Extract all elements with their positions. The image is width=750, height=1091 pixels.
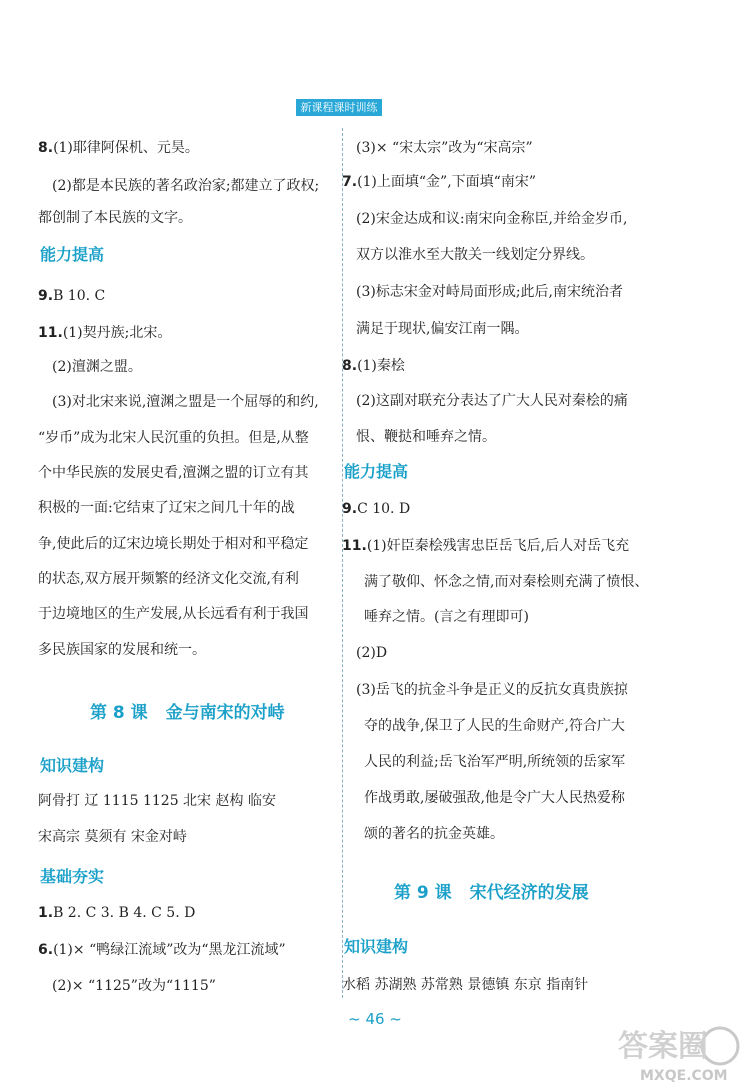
answer-line: [364, 716, 625, 736]
header-tag: 新课程课时训练: [296, 99, 382, 116]
watermark-logo: [612, 1022, 744, 1086]
answer-line: [38, 286, 105, 306]
answer-text: 双方以淮水至大散关一线划定分界线。: [356, 247, 594, 263]
answer-text: 宋高宗 莫须有 宋金对峙: [38, 829, 187, 845]
answer-line: [38, 604, 308, 624]
answer-line: [364, 824, 504, 844]
lesson-name: 金与南宋的对峙: [165, 703, 285, 723]
answer-text: 满足于现状,偏安江南一隅。: [356, 321, 529, 337]
answer-line: [38, 428, 309, 448]
answer-text: (2)D: [356, 645, 388, 661]
answer-text: 人民的利益;岳飞治军严明,所统领的岳家军: [364, 754, 626, 770]
answer-line: [52, 976, 216, 996]
watermark-brand: 答案圈: [618, 1029, 708, 1064]
watermark-url: MXQE.COM: [640, 1068, 728, 1084]
answer-line: [356, 427, 496, 447]
answer-text: B 10. C: [53, 288, 106, 304]
answer-line: [52, 176, 319, 196]
answer-text: 阿骨打 辽 1115 1125 北宋 赵构 临安: [38, 793, 276, 809]
answer-line: [52, 392, 319, 412]
answer-text: 多民族国家的发展和统一。: [38, 642, 206, 658]
answer-line: [52, 357, 142, 377]
answer-line: [342, 499, 410, 519]
answer-text: 恨、鞭挞和唾弃之情。: [356, 429, 496, 445]
answer-line: [364, 752, 625, 772]
answer-line: [38, 463, 308, 483]
answer-text: (1)上面填“金”,下面填“南宋”: [357, 174, 536, 190]
answer-line: [342, 536, 629, 556]
answer-line: [364, 607, 529, 627]
answer-line: [38, 640, 206, 660]
answer-text: 个中华民族的发展史看,澶渊之盟的订立有其: [38, 465, 309, 481]
section-title: 知识建构: [344, 937, 409, 956]
answer-line: [356, 319, 528, 339]
answer-line: [38, 569, 299, 589]
answer-text: “岁币”成为北宋人民沉重的负担。但是,从整: [38, 430, 309, 446]
answer-text: (1)耶律阿保机、元昊。: [53, 140, 199, 156]
answer-line: [38, 791, 276, 811]
section-title: 知识建构: [40, 756, 105, 775]
answer-text: (1)奸臣秦桧残害忠臣岳飞后,后人对岳飞充: [366, 538, 630, 554]
answer-text: (3)× “宋太宗”改为“宋高宗”: [356, 140, 533, 156]
answer-text: (2)澶渊之盟。: [52, 359, 142, 375]
answer-line: [364, 572, 648, 592]
answer-text: (2)都是本民族的著名政治家;都建立了政权;: [52, 178, 320, 194]
answer-line: [356, 643, 387, 663]
answer-text: (1)契丹族;北宋。: [62, 325, 172, 341]
lesson-name: 宋代经济的发展: [469, 883, 589, 903]
answer-text: (3)对北宋来说,澶渊之盟是一个屈辱的和约,: [52, 394, 319, 410]
answer-text: (1)× “鸭绿江流域”改为“黑龙江流域”: [53, 942, 286, 958]
answer-line: [38, 208, 192, 228]
question-number: 9.: [342, 501, 358, 517]
answer-text: 作战勇敢,屡破强敌,他是令广大人民热爱称: [364, 790, 625, 806]
answer-text: (3)岳飞的抗金斗争是正义的反抗女真贵族掠: [356, 682, 628, 698]
question-number: 11.: [38, 325, 63, 341]
answer-line: [38, 323, 171, 343]
answer-line: [364, 788, 625, 808]
answer-line: [38, 903, 195, 923]
answer-text: 颂的著名的抗金英雄。: [364, 826, 504, 842]
answer-line: [356, 209, 627, 229]
answer-text: 争,使此后的辽宋边境长期处于相对和平稳定: [38, 536, 309, 552]
section-title: 能力提高: [344, 462, 409, 481]
answer-line: [38, 534, 308, 554]
question-number: 8.: [38, 140, 54, 156]
answer-line: [38, 498, 295, 518]
answer-text: (1)秦桧: [357, 358, 405, 374]
section-title: 基础夯实: [40, 867, 105, 886]
answer-text: 都创制了本民族的文字。: [38, 210, 192, 226]
answer-text: (3)标志宋金对峙局面形成;此后,南宋统治者: [356, 284, 623, 300]
answer-text: 于边境地区的生产发展,从长远看有利于我国: [38, 606, 309, 622]
answer-text: (2)这副对联充分表达了广大人民对秦桧的痛: [356, 393, 628, 409]
answer-text: (2)宋金达成和议:南宋向金称臣,并给金岁币,: [356, 211, 628, 227]
answer-text: 水稻 苏湖熟 苏常熟 景德镇 东京 指南针: [342, 977, 589, 993]
answer-text: C 10. D: [357, 501, 411, 517]
column-divider: [342, 128, 343, 998]
question-number: 1.: [38, 905, 54, 921]
question-number: 7.: [342, 174, 358, 190]
question-number: 8.: [342, 358, 358, 374]
answer-line: [356, 282, 623, 302]
answer-line: [38, 940, 286, 960]
answer-text: 满了敬仰、怀念之情,而对秦桧则充满了愤恨、: [364, 574, 649, 590]
answer-line: [356, 245, 594, 265]
answer-line: [38, 827, 187, 847]
answer-line: [342, 975, 588, 995]
question-number: 9.: [38, 288, 54, 304]
question-number: 11.: [342, 538, 367, 554]
page-number: ~ 46 ~: [348, 1010, 402, 1028]
lesson-title: [394, 882, 589, 904]
lesson-title: [90, 702, 285, 724]
answer-text: 唾弃之情。(言之有理即可): [364, 609, 529, 625]
answer-line: [342, 172, 536, 192]
lesson-number: 第 8 课: [90, 703, 148, 723]
answer-line: [342, 356, 405, 376]
answer-line: [356, 138, 533, 158]
lesson-number: 第 9 课: [394, 883, 452, 903]
answer-text: 积极的一面:它结束了辽宋之间几十年的战: [38, 500, 295, 516]
question-number: 6.: [38, 942, 54, 958]
answer-text: B 2. C 3. B 4. C 5. D: [53, 905, 196, 921]
answer-line: [38, 138, 199, 158]
answer-text: 夺的战争,保卫了人民的生命财产,符合广大: [364, 718, 625, 734]
answer-text: 的状态,双方展开频繁的经济文化交流,有利: [38, 571, 299, 587]
answer-line: [356, 391, 628, 411]
answer-text: (2)× “1125”改为“1115”: [52, 978, 216, 994]
section-title: 能力提高: [40, 245, 105, 264]
answer-line: [356, 680, 628, 700]
